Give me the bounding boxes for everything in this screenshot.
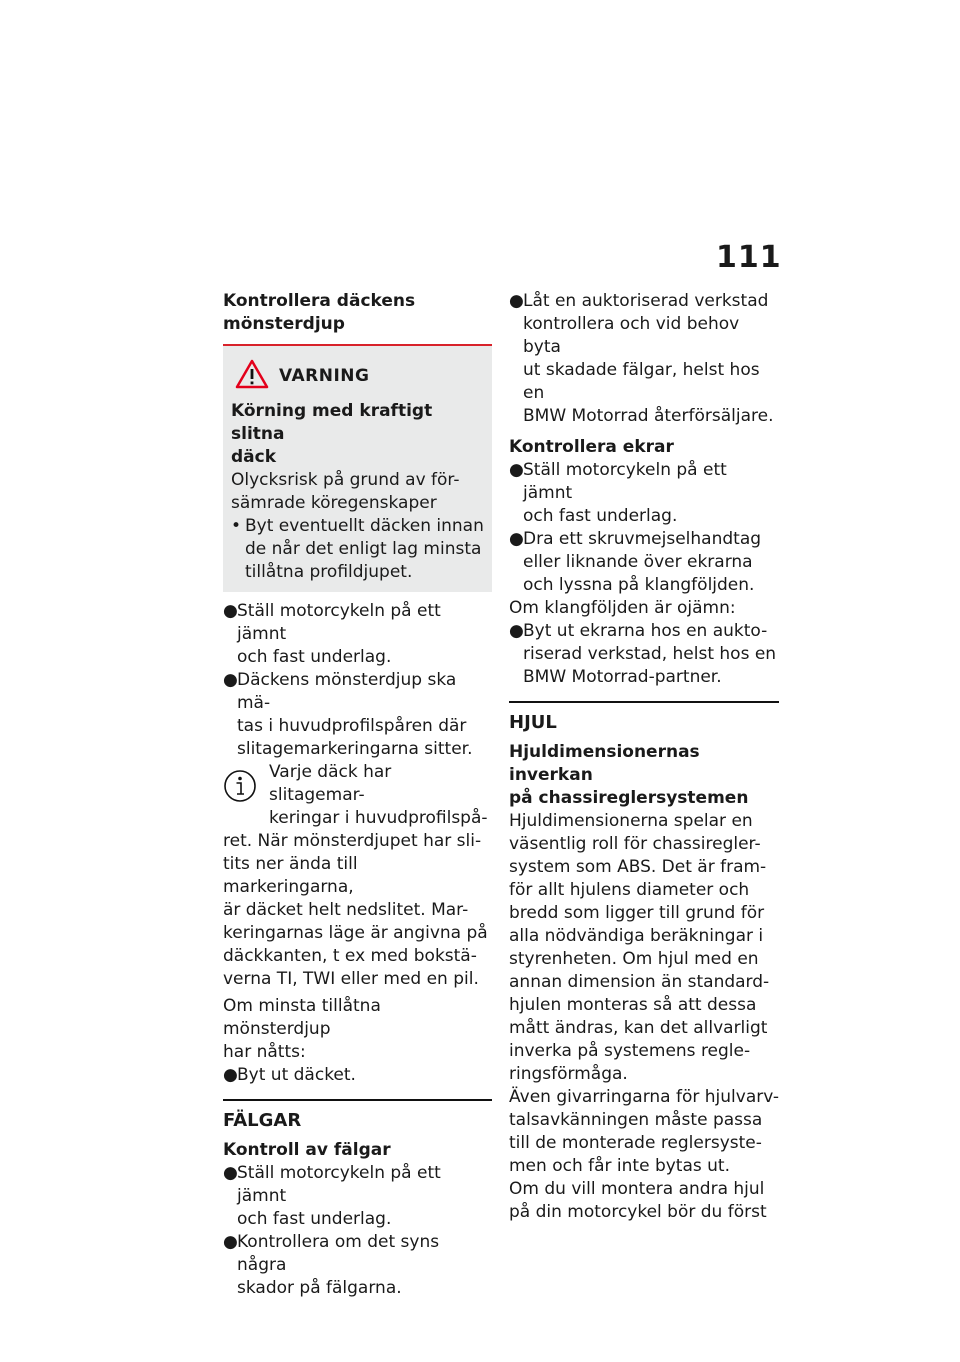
list-item: ● Byt ut däcket. bbox=[223, 1065, 356, 1085]
paragraph: Om klangföljden är ojämn: bbox=[509, 598, 736, 618]
list-item: • Byt eventuellt däcken innan de når det enligt lag minsta tillåtna profildjupet. bbox=[231, 516, 484, 582]
paragraph: Om minsta tillåtna mönsterdjup bbox=[223, 996, 381, 1039]
warning-box bbox=[223, 346, 492, 592]
left-column bbox=[223, 290, 492, 1300]
subheading: Kontrollera ekrar bbox=[509, 437, 674, 457]
list-item: ● Däckens mönsterdjup ska mä- tas i huvudprofilspåren där slitagemarkeringarna sitter. bbox=[223, 670, 473, 759]
heading-line: Kontrollera däckens bbox=[223, 291, 416, 311]
warning-triangle-icon bbox=[235, 359, 269, 393]
list-item: ● Byt ut ekrarna hos en aukto- riserad verkstad, helst hos en BMW Motorrad-partner. bbox=[509, 621, 777, 687]
list-item: ● Kontrollera om det syns några skador på fälgarna. bbox=[223, 1232, 440, 1298]
page-number: 111 bbox=[716, 240, 782, 275]
warning-risk: sämrade köregenskaper bbox=[231, 493, 437, 513]
list-item: ● Ställ motorcykeln på ett jämnt och fast underlag. bbox=[509, 460, 727, 526]
subheading: på chassireglersystemen bbox=[509, 788, 749, 808]
list-item: ● Ställ motorcykeln på ett jämnt och fast underlag. bbox=[223, 1163, 441, 1229]
list-item: ● Ställ motorcykeln på ett jämnt och fast underlag. bbox=[223, 601, 441, 667]
warning-title: VARNING bbox=[279, 366, 370, 386]
section-rule bbox=[509, 701, 779, 703]
heading-line: mönsterdjup bbox=[223, 314, 345, 334]
section-rule bbox=[223, 1099, 492, 1101]
paragraph: Hjuldimensionerna spelar en väsentlig roll för chassiregler- system som ABS. Det är fram- för allt hjulens diameter och bredd som ligger till grund för alla nödvändiga beräkningar i styrenheten. Om hjul med en annan dimension än standard- hjulen monteras så att dessa mått ändras, kan det allvarligt inverka på systemens regle- ringsförmåga. bbox=[509, 811, 770, 1084]
paragraph: har nåtts: bbox=[223, 1042, 306, 1062]
warning-subtitle: däck bbox=[231, 447, 277, 467]
right-column bbox=[509, 290, 779, 1224]
subheading: Kontroll av fälgar bbox=[223, 1140, 391, 1160]
section-title: HJUL bbox=[509, 712, 557, 733]
list-item: ● Låt en auktoriserad verkstad kontrollera och vid behov byta ut skadade fälgar, helst hos en BMW Motorrad återförsäljare. bbox=[509, 291, 774, 426]
warning-risk: Olycksrisk på grund av för- bbox=[231, 470, 460, 490]
info-icon bbox=[223, 769, 257, 807]
section-title: FÄLGAR bbox=[223, 1110, 302, 1131]
info-note: Varje däck har slitagemar- keringar i huvudprofilspå- ret. När mönsterdjupet har sli- tits ner ända till markeringarna, är däcket helt nedslitet. Mar- keringarnas läge är angivna på däckkanten, t ex med bokstä- verna TI, TWI eller med en pil. bbox=[223, 762, 488, 989]
list-item: ● Dra ett skruvmejselhandtag eller liknande över ekrarna och lyssna på klangföljden. bbox=[509, 529, 762, 595]
paragraph: Om du vill montera andra hjul på din motorcykel bör du först bbox=[509, 1179, 767, 1222]
paragraph: Även givarringarna för hjulvarv- talsavkänningen måste passa till de monterade reglersyste- men och får inte bytas ut. bbox=[509, 1087, 779, 1176]
subheading: Hjuldimensionernas inverkan bbox=[509, 742, 700, 785]
warning-subtitle: Körning med kraftigt slitna bbox=[231, 401, 433, 444]
